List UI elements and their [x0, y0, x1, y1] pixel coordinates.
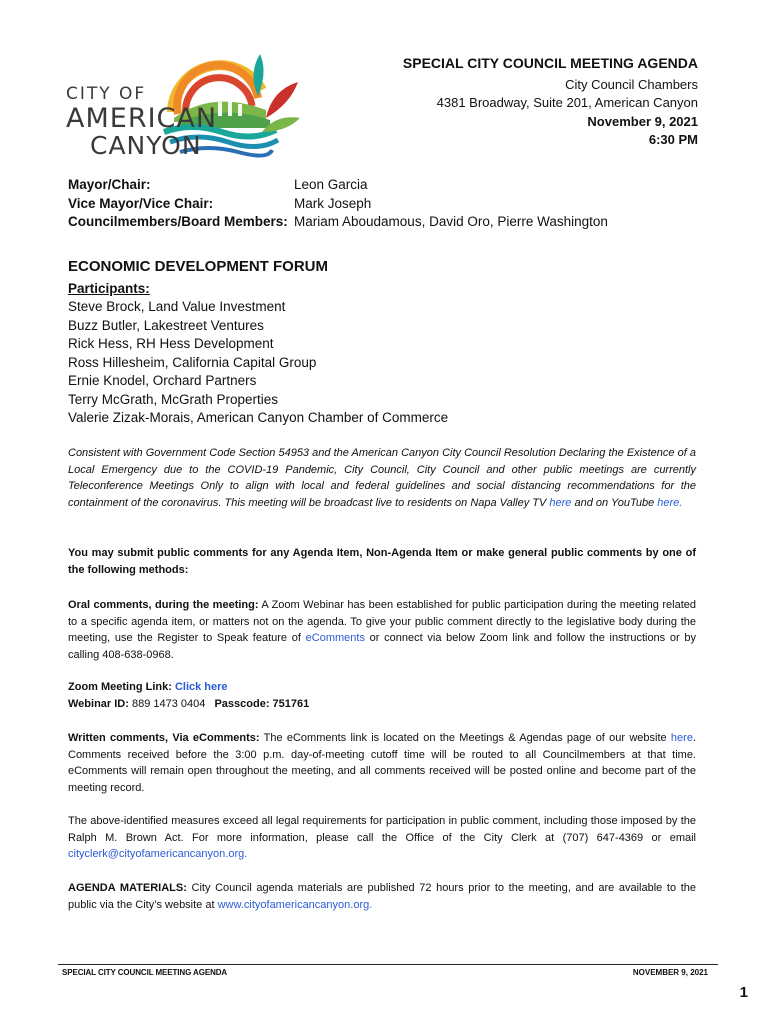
notice-mid: and on YouTube — [571, 497, 655, 510]
webinar-id-label: Webinar ID: — [68, 697, 129, 710]
logo-wordmark — [66, 86, 217, 158]
napa-tv-link[interactable]: here — [549, 497, 572, 510]
meeting-address: 4381 Broadway, Suite 201, American Canyon — [436, 95, 698, 110]
official-row — [68, 195, 608, 214]
participants-heading: Participants: — [68, 281, 150, 296]
agenda-materials — [68, 880, 696, 913]
written-label: Written comments, Via eComments: — [68, 732, 260, 744]
legal-notice — [68, 813, 696, 863]
zoom-info — [68, 679, 696, 712]
official-row — [68, 213, 608, 232]
official-label: Mayor/Chair: — [68, 177, 151, 192]
logo-line-3: CANYON — [90, 131, 202, 160]
footer-right: NOVEMBER 9, 2021 — [632, 968, 708, 977]
agenda-title: SPECIAL CITY COUNCIL MEETING AGENDA — [402, 55, 698, 71]
oral-comments — [68, 597, 696, 664]
list-item: Buzz Butler, Lakestreet Ventures — [68, 317, 264, 333]
written-text-1: The eComments link is located on the Meetings & Agendas page of our website — [259, 732, 667, 744]
officials-list — [68, 176, 608, 232]
ecomments-link[interactable]: eComments — [305, 632, 365, 645]
list-item: Ross Hillesheim, California Capital Group — [68, 354, 317, 370]
youtube-link[interactable]: here. — [657, 497, 683, 510]
oral-label: Oral comments, during the meeting: — [68, 599, 259, 611]
oral-text-1: A Zoom Webinar has been established for public participation during the meeting related to a specific agenda item, or matters not on the agenda. To give your public comment directly to the legislative body during the meeting, use the Register to Speak feature of — [68, 599, 696, 645]
page-number: 1 — [739, 984, 748, 1001]
official-row — [68, 176, 608, 195]
forum-section — [68, 258, 698, 428]
notice-text: Consistent with Government Code Section 54953 and the American Canyon City Council Resolution Declaring the Existence of a Local Emergency due to the COVID-19 Pandemic, City Council, City Council and other public meetings are currently Teleconference Meetings Only to align with local and federal guidelines and social distancing recommendations for the containment of the coronavirus. This meeting will be broadcast live to residents on Napa Valley TV — [68, 447, 696, 510]
covid-notice — [68, 445, 696, 512]
zoom-link-label: Zoom Meeting Link: — [68, 681, 172, 693]
meeting-header — [403, 54, 698, 150]
official-value: Mariam Aboudamous, David Oro, Pierre Washington — [294, 214, 608, 229]
list-item: Terry McGrath, McGrath Properties — [68, 391, 279, 407]
meeting-time: 6:30 PM — [648, 132, 698, 147]
webinar-id: 889 1473 0404 — [131, 697, 206, 710]
website-here-link[interactable]: here — [670, 732, 693, 744]
footer-divider — [58, 964, 718, 965]
forum-title: ECONOMIC DEVELOPMENT FORUM — [68, 258, 329, 275]
list-item: Rick Hess, RH Hess Development — [68, 336, 274, 351]
list-item: Ernie Knodel, Orchard Partners — [68, 373, 257, 388]
materials-text: City Council agenda materials are published 72 hours prior to the meeting, and are available to the public via the City’s website at — [68, 882, 697, 911]
list-item: Steve Brock, Land Value Investment — [68, 299, 286, 314]
materials-label: AGENDA MATERIALS: — [68, 882, 187, 894]
zoom-link[interactable]: Click here — [174, 681, 228, 693]
clerk-email-link[interactable]: cityclerk@cityofamericancanyon.org. — [68, 848, 248, 861]
written-comments — [68, 730, 696, 797]
official-label: Vice Mayor/Vice Chair: — [68, 195, 214, 211]
logo-line-2: AMERICAN — [66, 103, 218, 134]
city-website-link[interactable]: www.cityofamericancanyon.org. — [217, 898, 373, 911]
oral-text-2: or connect via below Zoom link and follow the instructions or by calling 408-638-0968. — [68, 632, 696, 662]
logo-line-1: CITY OF — [66, 84, 147, 104]
list-item: Valerie Zizak-Morais, American Canyon Chamber of Commerce — [68, 410, 449, 425]
passcode: Passcode: 751761 — [214, 697, 310, 710]
city-logo — [62, 52, 302, 164]
meeting-date: November 9, 2021 — [587, 113, 698, 129]
footer-left: SPECIAL CITY COUNCIL MEETING AGENDA — [62, 968, 228, 977]
official-value: Leon Garcia — [294, 177, 368, 192]
official-value: Mark Joseph — [294, 195, 372, 211]
meeting-venue: City Council Chambers — [565, 76, 698, 92]
official-label: Councilmembers/Board Members: — [68, 214, 288, 229]
participants-list — [68, 298, 698, 428]
submit-comments-intro: You may submit public comments for any Agenda Item, Non-Agenda Item or make general public comments by one of the following methods: — [68, 547, 696, 576]
written-text-2: . Comments received before the 3:00 p.m. day-of-meeting cutoff time will be routed to all Councilmembers at that time. eComments will remain open throughout the meeting, and all comments received will be posted online and become part of the meeting record. — [68, 732, 697, 795]
legal-text: The above-identified measures exceed all legal requirements for participation in public comment, including those imposed by the Ralph M. Brown Act. For more information, please call the Office of the City Clerk at (707) 647-4369 or email — [68, 815, 696, 844]
